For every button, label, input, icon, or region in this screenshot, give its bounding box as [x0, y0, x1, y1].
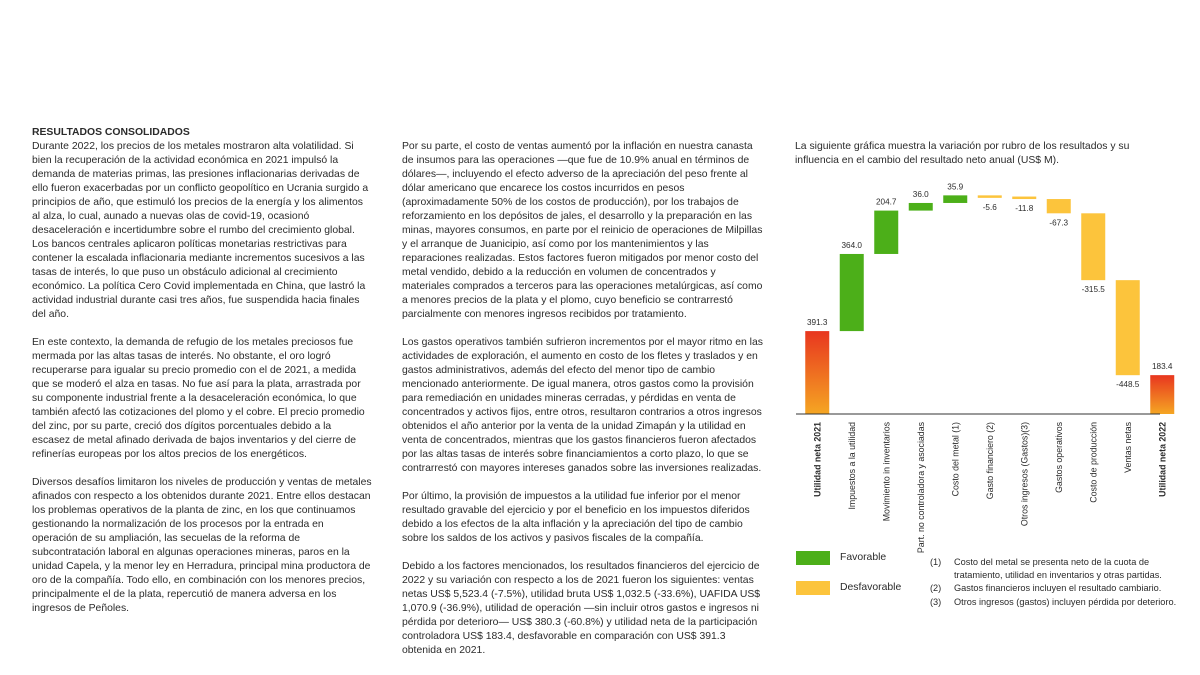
- x-axis-category-label: Costo del metal (1): [950, 422, 961, 497]
- chart-footnotes: [930, 556, 1192, 609]
- footnote-text: Costo del metal se presenta neto de la cuota de tratamiento, utilidad en inventarios y otras partidas.: [954, 557, 1162, 581]
- footnote-number: (3): [930, 596, 942, 607]
- waterfall-bar-desfavorable: [1047, 199, 1071, 213]
- waterfall-bar-favorable: [909, 203, 933, 211]
- bar-value-label: 391.3: [807, 318, 828, 328]
- footnote: [930, 582, 1192, 595]
- waterfall-bar-favorable: [874, 211, 898, 254]
- chart-intro: La siguiente gráfica muestra la variación por rubro de los resultados y su influencia en el cambio del resultado neto anual (US$ M).: [795, 141, 1130, 166]
- bar-value-label: 183.4: [1152, 362, 1173, 372]
- legend-swatch-favorable: [796, 551, 830, 565]
- legend-item-favorable: [796, 551, 936, 581]
- section-heading: RESULTADOS CONSOLIDADOS: [32, 127, 190, 138]
- bar-value-label: -448.5: [1116, 380, 1140, 390]
- legend-label-favorable: Favorable: [840, 552, 887, 563]
- paragraph: Los gastos operativos también sufrieron incrementos por el mayor ritmo en las actividades de exploración, el aumento en costo de los fletes y traslados y en gastos administrativos, además del efecto del menor tipo de cambio mencionado anteriormente. De igual manera, otros gastos como la provisión para remediación en unidades mineras cerradas, y pérdidas en venta de concentrados y activos fijos, entre otros, resultaron contrarios a otros ingresos obtenidos el año anterior por la venta de la unidad Zimapán y la utilidad en venta de concentrados, mientras que los gastos financieros fueron afectados por las altas tasas de interés sobre financiamientos a corto plazo, lo que se contrarrestó con mayores intereses ganados sobre las inversiones realizadas.: [402, 337, 763, 474]
- footnote-text: Otros ingresos (gastos) incluyen pérdida por deterioro.: [954, 596, 1177, 607]
- footnote: [930, 596, 1192, 609]
- bar-value-label: -11.8: [1015, 204, 1034, 214]
- x-axis-category-label: Gasto financiero (2): [984, 422, 995, 500]
- waterfall-bar-favorable: [840, 254, 864, 331]
- paragraph: En este contexto, la demanda de refugio de los metales preciosos fue mermada por las altas tasas de interés. No obstante, el oro logró recuperarse para igualar su precio promedio con el de 2021, a medida que se moderó el alza en tasas. No fue así para la plata, arrastrada por su componente industrial frente a la desaceleración económica, lo que también afectó las cotizaciones del plomo y el cobre. El precio promedio del zinc, por su parte, creció dos dígitos porcentuales debido a la escasez de metal afinado derivada de bajos inventarios y del cierre de refinerías europeas por los altos precios de los energéticos.: [32, 337, 365, 460]
- x-axis-category-label: Movimiento in inventarios: [881, 422, 892, 522]
- x-axis-category-label: Utilidad neta 2022: [1157, 422, 1168, 497]
- footnote-number: (2): [930, 583, 942, 594]
- bar-value-label: -67.3: [1049, 218, 1069, 228]
- left-column: [32, 126, 372, 630]
- waterfall-bar-total: [1150, 375, 1174, 414]
- middle-column: [402, 140, 764, 672]
- bar-value-label: 364.0: [841, 240, 862, 250]
- x-axis-category-label: Otros ingresos (Gastos)(3): [1019, 422, 1030, 527]
- x-axis-category-label: Part. no controladora y asociadas: [915, 422, 926, 554]
- bar-value-label: 36.0: [912, 189, 929, 199]
- waterfall-bar-desfavorable: [1012, 197, 1036, 200]
- x-axis-category-label: Impuestos a la utilidad: [846, 422, 857, 510]
- legend-swatch-desfavorable: [796, 581, 830, 595]
- bar-value-label: -315.5: [1081, 285, 1105, 295]
- waterfall-chart: [790, 182, 1173, 554]
- bar-value-label: 204.7: [876, 197, 897, 207]
- waterfall-bar-total: [805, 331, 829, 414]
- legend-item-desfavorable: [796, 581, 936, 611]
- waterfall-bar-desfavorable: [1116, 280, 1140, 375]
- x-axis-category-label: Utilidad neta 2021: [812, 422, 823, 497]
- legend-label-desfavorable: Desfavorable: [840, 582, 902, 593]
- waterfall-bar-desfavorable: [1081, 213, 1105, 280]
- footnote-text: Gastos financieros incluyen el resultado cambiario.: [954, 583, 1162, 594]
- bar-value-label: 35.9: [947, 182, 964, 192]
- waterfall-bar-favorable: [943, 195, 967, 203]
- x-axis-category-label: Gastos operativos: [1053, 422, 1064, 493]
- footnote: [930, 556, 1192, 582]
- x-axis-category-label: Costo de producción: [1088, 422, 1099, 503]
- footnote-number: (1): [930, 557, 942, 567]
- paragraph: Diversos desafíos limitaron los niveles de producción y ventas de metales afinados con respecto a los obtenidos durante 2021. Entre ellos destacan los problemas operativos de la planta de zinc, en los que continuamos gestionando la normalización de los procesos por la entrada en operación de su ampliación, las secuelas de la reforma de subcontratación laboral en algunas operaciones mineras, paros en la unidad Capela, y la menor ley en Herradura, principal mina productora de oro de la compañía. Todo ello, en combinación con los menores precios, principalmente el de la plata, repercutió de manera adversa en los ingresos de Peñoles.: [32, 477, 372, 614]
- paragraph: Debido a los factores mencionados, los resultados financieros del ejercicio de 2022 y su variación con respecto a los de 2021 fueron los siguientes: ventas netas US$ 5,523.4 (-7.5%), utilidad bruta US$ 1,032.5 (-33.6%), UAFIDA US$ 1,070.9 (-36.9%), utilidad de operación —sin incluir otros gastos e ingresos ni pérdida por deterioro— US$ 380.3 (-60.8%) y utilidad neta de la participación controladora US$ 183.4, desfavorable en comparación con US$ 391.3 obtenida en 2021.: [402, 561, 761, 656]
- bar-value-label: -5.6: [982, 202, 997, 212]
- chart-legend: [796, 551, 936, 611]
- waterfall-bar-desfavorable: [978, 195, 1002, 198]
- paragraph: Durante 2022, los precios de los metales mostraron alta volatilidad. Si bien la recuperación de la actividad económica en 2021 impulsó la demanda de materias primas, las presiones inflacionarias derivadas de ello fueron exacerbadas por un conflicto geopolítico en Ucrania surgido a principios de año, que estimuló los precios de la energía y los alimentos al alza, lo cual, aunado a nuevas olas de covid-19, ocasionó desaceleración e incertidumbre sobre el rumbo del crecimiento global. Los bancos centrales aplicaron políticas monetarias restrictivas para contener la escalada inflacionaria mediante incrementos sucesivos a las tasas de interés, lo que puso un obstáculo adicional al crecimiento económico. La política Cero Covid implementada en China, que lastró la actividad industrial durante casi tres años, fue suspendida hacia finales del año.: [32, 141, 369, 320]
- paragraph: Por su parte, el costo de ventas aumentó por la inflación en nuestra canasta de insumos para las operaciones —que fue de 10.9% anual en términos de dólares—, incluyendo el efecto adverso de la apreciación del peso frente al dólar americano que encarece los costos incurridos en pesos (aproximadamente 50% de los costos de producción), por los trabajos de reforzamiento en los depósitos de jales, el desarrollo y la preparación en las minas, mayores consumos, en parte por el reinicio de operaciones de Milpillas y el arranque de Juanicipio, así como por los mantenimientos y las reparaciones realizadas. Estos factores fueron mitigados por menor costo del metal vendido, debido a la reducción en volumen de concentrados y materiales comprados a terceros para las operaciones metalúrgicas, así como a menores precios de la plata y el plomo, cuyo beneficio se contrarrestó parcialmente con menores ingresos recibidos por tratamiento.: [402, 141, 763, 320]
- paragraph: Por último, la provisión de impuestos a la utilidad fue inferior por el menor resultado gravable del ejercicio y por el beneficio en los impuestos diferidos debido a los efectos de la alta inflación y la apreciación del tipo de cambio sobre los saldos de los activos y pasivos fiscales de la compañía.: [402, 491, 750, 544]
- x-axis-category-label: Ventas netas: [1122, 422, 1133, 473]
